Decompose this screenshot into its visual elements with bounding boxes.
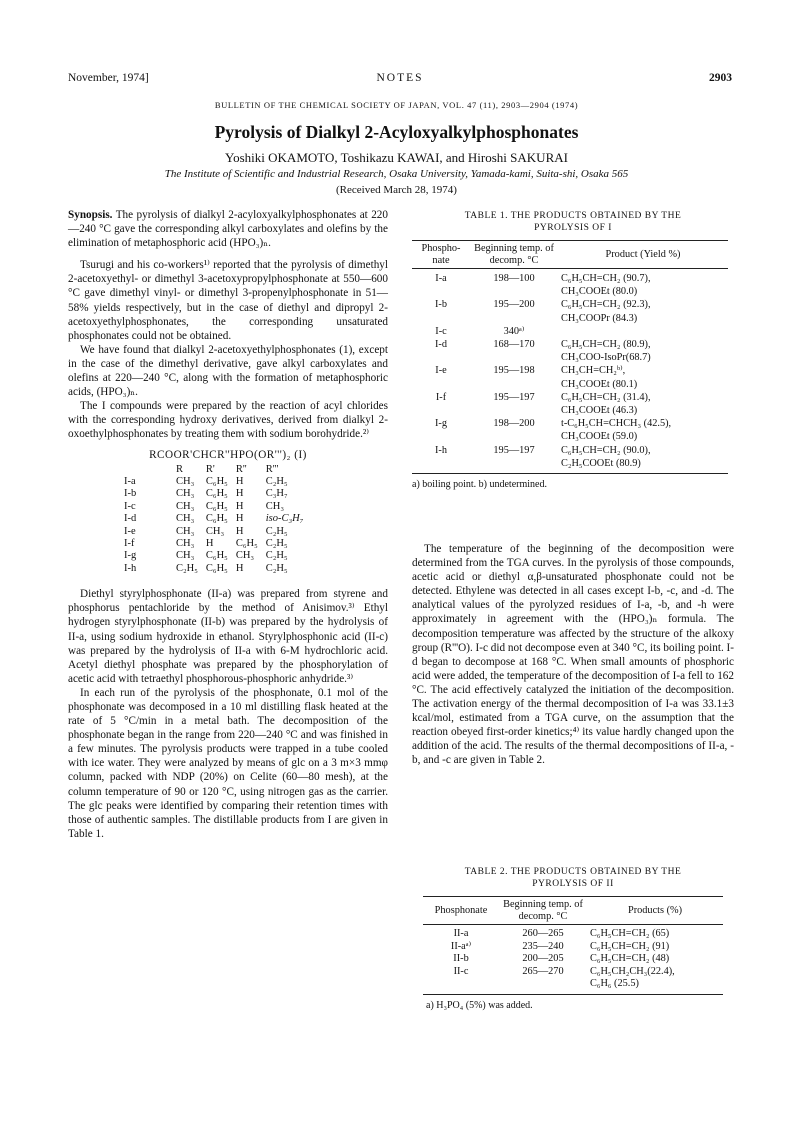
table-cell: 198—100	[493, 273, 535, 284]
table-cell: C₆H₅CH=CH₂ (48)	[590, 953, 670, 965]
table-cell: C₆H₅	[205, 550, 228, 562]
right-column	[412, 210, 734, 492]
table-cell: 168—170	[493, 339, 535, 351]
table-cell: C₂H₅	[265, 562, 288, 574]
compound-header-cell	[120, 464, 172, 476]
table-cell	[558, 417, 728, 443]
table1-header-cell: Product (Yield %)	[558, 241, 728, 269]
table-cell: I-d	[434, 339, 447, 351]
table-cell: H	[235, 476, 244, 487]
table-cell: 200—205	[522, 953, 564, 965]
table2-header-cell: Beginning temp. of decomp. °C	[499, 897, 587, 925]
table-cell: I-a	[435, 273, 447, 284]
table-row	[412, 364, 728, 390]
table2	[423, 896, 723, 995]
table-cell: CH₃	[176, 500, 195, 512]
table-cell: 198—200	[493, 418, 535, 430]
table2-header	[423, 897, 723, 925]
table-row	[412, 391, 728, 417]
compound-id: I-d	[124, 513, 137, 525]
table-cell: II-b	[453, 953, 469, 965]
table-cell	[558, 298, 728, 324]
table-row	[120, 550, 307, 562]
table2-block	[412, 866, 734, 1013]
table-cell	[558, 338, 728, 364]
table-cell: C₆H₅	[205, 562, 228, 574]
article-title: Pyrolysis of Dialkyl 2-Acyloxyalkylphosphonates	[214, 122, 579, 142]
table-row	[120, 513, 307, 525]
paragraph: The I compounds were prepared by the reaction of acyl chlorides with the corresponding hydroxy derivatives, derived from dialkyl 2-oxoethylphosphonates by treating them with sodium borohydride.²⁾	[68, 400, 388, 441]
table1-footnote: a) boiling point. b) undetermined.	[412, 479, 547, 491]
table-cell: iso-C₃H₇	[265, 513, 304, 525]
product-line: C₆H₅CH=CH₂ (90.0),	[561, 444, 651, 456]
table-cell: H	[235, 525, 244, 537]
product-line: C₆H₅CH=CH₂ (92.3),	[561, 299, 651, 311]
table-cell: 195—197	[470, 444, 558, 474]
table-cell: C₆H₅	[205, 476, 228, 487]
product-line: CH₃COOEt (80.0)	[561, 286, 638, 298]
table-cell: 340ᵃ⁾	[503, 325, 525, 337]
table-cell: 235—240	[522, 940, 564, 952]
paragraph: Tsurugi and his co-workers¹⁾ reported that the pyrolysis of dimethyl 2-acetoxyethyl- or dimethyl 3-acetoxypropylphosphonate at 550—600 °C gave dimethyl vinyl- or dimethyl 3-propenylphosphonate in 51—58% yields respectively, but in the case of diethyl and dipropyl 2-acetoxyethylphosphonates, the corresponding unsaturated phosphonates could not be obtained.	[68, 259, 388, 342]
table-cell: H	[235, 562, 244, 574]
compound-id: I-a	[124, 476, 136, 487]
table-row	[120, 526, 307, 538]
table-cell: CH₃	[176, 525, 195, 537]
table-row	[423, 925, 723, 941]
table-cell: C₆H₅	[205, 513, 228, 525]
table1-header-cell: Beginning temp. of decomp. °C	[470, 241, 558, 269]
paragraph: Diethyl styrylphosphonate (II-a) was prepared from styrene and phosphorus pentachloride by the method of Anisimov.³⁾ Ethyl hydrogen styrylphosphonate (II-b) was prepared by the hydrolysis of II-a, using sodium hydroxide in ethanol. Styrylphosphonic acid (II-c) was prepared by the hydrolysis of II-a with 6-M hydrochloric acid. Acetyl diethyl phosphate was prepared by the phosphorylation of acetic acid with tetraethyl phosphorous-phosphoric anhydride.³⁾	[68, 588, 388, 685]
table-cell: CH₃	[176, 550, 195, 562]
table-cell: H	[235, 488, 244, 500]
compound-id: I-c	[124, 500, 136, 512]
compound-id: I-f	[124, 538, 135, 550]
journal-citation: BULLETIN OF THE CHEMICAL SOCIETY OF JAPAN, VOL. 47 (11), 2903—2904 (1974)	[214, 100, 579, 110]
table-cell	[558, 269, 728, 299]
table-cell: CH₃	[205, 525, 225, 537]
table1-header	[412, 241, 728, 269]
product-line: CH₃CH=CH₂ᵇ⁾,	[561, 365, 626, 377]
table-cell: 195—198	[493, 365, 535, 377]
table-row	[412, 269, 728, 299]
table-cell: 195—200	[493, 299, 535, 311]
table1-caption-line: TABLE 1. THE PRODUCTS OBTAINED BY THE	[464, 211, 682, 221]
table-cell: CH₃	[265, 500, 285, 512]
compound-table-header	[120, 464, 307, 476]
compound-id: I-g	[124, 550, 137, 562]
table-cell: 195—197	[493, 391, 535, 403]
product-line: C₆H₅CH₂CH₃(22.4),	[590, 965, 675, 977]
paragraph: The temperature of the beginning of the decomposition were determined from the TGA curves. In the pyrolysis of those compounds, acetic acid or diethyl α,β-unsaturated phosphonate could not be detected. Ethylene was detected in all cases except I-b, -c, and -d. The analytical values of the pyrolyzed residues of I-a, -b, and -h were approximately in agreement with the (HPO₃)ₙ formula. The decomposition temperature was affected by the structure of the alkoxy group (R'''O). I-c did not decompose even at 340 °C, its boiling point. I-d began to decompose at 168 °C. When small amounts of phosphoric acid were added, the temperature of the decomposition of I-a fell to 162 °C. The acid effectively catalyzed the initiation of the decomposition. The activation energy of the thermal decomposition of I-a was 33.1±3 kcal/mol, estimated from a TGA curve, on the assumption that the reaction obeyed first-order kinetics;⁴⁾ its value hardly changed upon the addition of the acid. The results of the thermal decompositions of II-a, -b, and -c are given in Table 2.	[412, 543, 734, 767]
product-line: C₂H₅COOEt (80.9)	[561, 457, 641, 469]
product-line: CH₃COOEt (46.3)	[561, 405, 638, 417]
table-cell: II-c	[423, 966, 499, 995]
table2-caption-line: PYROLYSIS OF II	[532, 879, 614, 889]
table-row	[120, 563, 307, 575]
table-cell: II-aᵃ⁾	[450, 940, 472, 952]
table-row	[423, 966, 723, 995]
table-cell	[587, 966, 723, 995]
table-row	[423, 941, 723, 954]
table2-header-cell: Phosphonate	[423, 897, 499, 925]
left-column	[68, 208, 388, 841]
table-cell: C₃H₇	[265, 488, 288, 500]
product-line: C₆H₆ (25.5)	[590, 978, 639, 990]
table2-footnote: a) H₃PO₄ (5%) was added.	[426, 999, 533, 1011]
table-cell: 265—270	[499, 966, 587, 995]
table-cell: I-f	[435, 391, 447, 403]
compound-header-cell: R'''	[265, 463, 279, 475]
table-cell: II-a	[453, 928, 469, 939]
table-cell: C₆H₅	[235, 538, 258, 550]
table-row	[412, 298, 728, 324]
table-row	[423, 953, 723, 966]
table-cell: CH₃	[176, 513, 195, 525]
table-cell: 260—265	[522, 928, 564, 939]
table-row	[412, 417, 728, 443]
product-line: CH₃COOEt (80.1)	[561, 378, 638, 390]
institution: The Institute of Scientific and Industrial Research, Osaka University, Yamada-kami, Suita-shi, Osaka 565	[164, 168, 629, 180]
table2-header-cell: Products (%)	[587, 897, 723, 925]
table-cell	[558, 444, 728, 474]
product-line: C₆H₅CH=CH₂ (90.7),	[561, 273, 651, 284]
table-cell: I-c	[435, 325, 447, 337]
compound-id: I-b	[124, 488, 137, 500]
running-head-date: November, 1974]	[68, 72, 149, 84]
product-line: C₆H₅CH=CH₂ (31.4),	[561, 391, 651, 403]
table-cell: C₂H₅	[265, 538, 288, 550]
product-line: C₆H₅CH=CH₂ (80.9),	[561, 339, 651, 351]
table1-caption	[412, 210, 734, 234]
paragraph: We have found that dialkyl 2-acetoxyethylphosphonates (1), except in the case of the dimethyl derivative, gave alkyl carboxylates and olefins at 220—240 °C, along with the formation of metaphosphoric acids, (HPO₃)ₙ.	[68, 343, 388, 399]
table-cell: H	[205, 538, 214, 550]
table-row	[120, 538, 307, 550]
table-cell	[558, 325, 728, 338]
table-row	[412, 325, 728, 338]
table-cell: H	[235, 513, 244, 525]
table2-caption-line: TABLE 2. THE PRODUCTS OBTAINED BY THE	[464, 867, 682, 877]
table-cell: I-h	[412, 444, 470, 474]
right-column-text	[412, 542, 734, 768]
compound-id: I-h	[124, 562, 137, 574]
table-cell: C₂H₅	[265, 550, 288, 562]
table-cell: C₆H₅CH=CH₂ (91)	[590, 940, 670, 952]
table-cell: C₆H₅CH=CH₂ (65)	[590, 928, 670, 939]
compound-header-cell: R'	[205, 463, 215, 475]
general-formula: RCOOR'CHCR''HPO(OR''')₂ (I)	[149, 448, 307, 461]
product-line: CH₃COOEt (59.0)	[561, 431, 638, 443]
table-cell: C₂H₅	[176, 562, 198, 574]
table-cell: CH₃	[176, 488, 195, 500]
synopsis	[68, 208, 388, 250]
table1-header-cell: Phospho-nate	[412, 241, 470, 269]
running-head-section: NOTES	[376, 72, 424, 84]
table-cell: CH₃	[176, 476, 195, 487]
paragraph: In each run of the pyrolysis of the phosphonate, 0.1 mol of the phosphonate was decomposed in a 10 ml distilling flask heated at the rate of 5 °C/min in a metal bath. The decomposition of the phosphonate began in the range from 220—240 °C and was finished in a few minutes. The pyrolysis products were trapped in a tube cooled with ice water. They were analyzed by means of glc on a 3 m×3 mmφ column, packed with NDP (20%) on Celite (60—80 mesh), at the column temperature of 90 or 120 °C, using nitrogen gas as the carrier. The glc peaks were identified by comparing their retention times with those of authentic samples. The distillable products from I are given in Table 1.	[68, 686, 388, 840]
compound-id: I-e	[124, 525, 136, 537]
product-line: CH₃COO-IsoPr(68.7)	[561, 352, 651, 364]
table1-caption-line: PYROLYSIS OF I	[534, 223, 612, 233]
compound-header-cell: R	[176, 463, 184, 475]
table-cell: C₂H₅	[265, 476, 288, 487]
table-cell: C₆H₅	[205, 500, 228, 512]
product-line: t-C₆H₅CH=CHCH₃ (42.5),	[561, 418, 672, 430]
received-date: (Received March 28, 1974)	[336, 184, 457, 196]
compound-header-cell: R''	[235, 463, 247, 475]
table-cell: CH₃	[176, 538, 195, 550]
compound-table	[120, 464, 307, 576]
synopsis-text: The pyrolysis of dialkyl 2-acyloxyalkylphosphonates at 220—240 °C gave the corresponding alkyl carboxylates and olefins by the elimination of metaphosphoric acid (HPO₃)ₙ.	[68, 209, 388, 250]
table-cell	[558, 364, 728, 390]
table-cell: C₆H₅	[205, 488, 228, 500]
page-number: 2903	[709, 72, 732, 84]
table-row	[412, 338, 728, 364]
table-cell: C₂H₅	[265, 525, 288, 537]
table-row	[120, 501, 307, 513]
synopsis-label: Synopsis.	[68, 209, 113, 221]
table1	[412, 240, 728, 474]
table-row	[412, 444, 728, 474]
table-cell: I-b	[434, 299, 447, 311]
table-cell	[558, 391, 728, 417]
table-cell: I-g	[434, 418, 447, 430]
table-cell: I-e	[435, 365, 447, 377]
table-cell: H	[235, 500, 244, 512]
table-row	[120, 488, 307, 500]
table2-caption	[412, 866, 734, 890]
table-cell: CH₃	[235, 550, 255, 562]
authors: Yoshiki OKAMOTO, Toshikazu KAWAI, and Hiroshi SAKURAI	[225, 150, 568, 165]
table-row	[120, 476, 307, 488]
product-line: CH₃COOPr (84.3)	[561, 312, 638, 324]
